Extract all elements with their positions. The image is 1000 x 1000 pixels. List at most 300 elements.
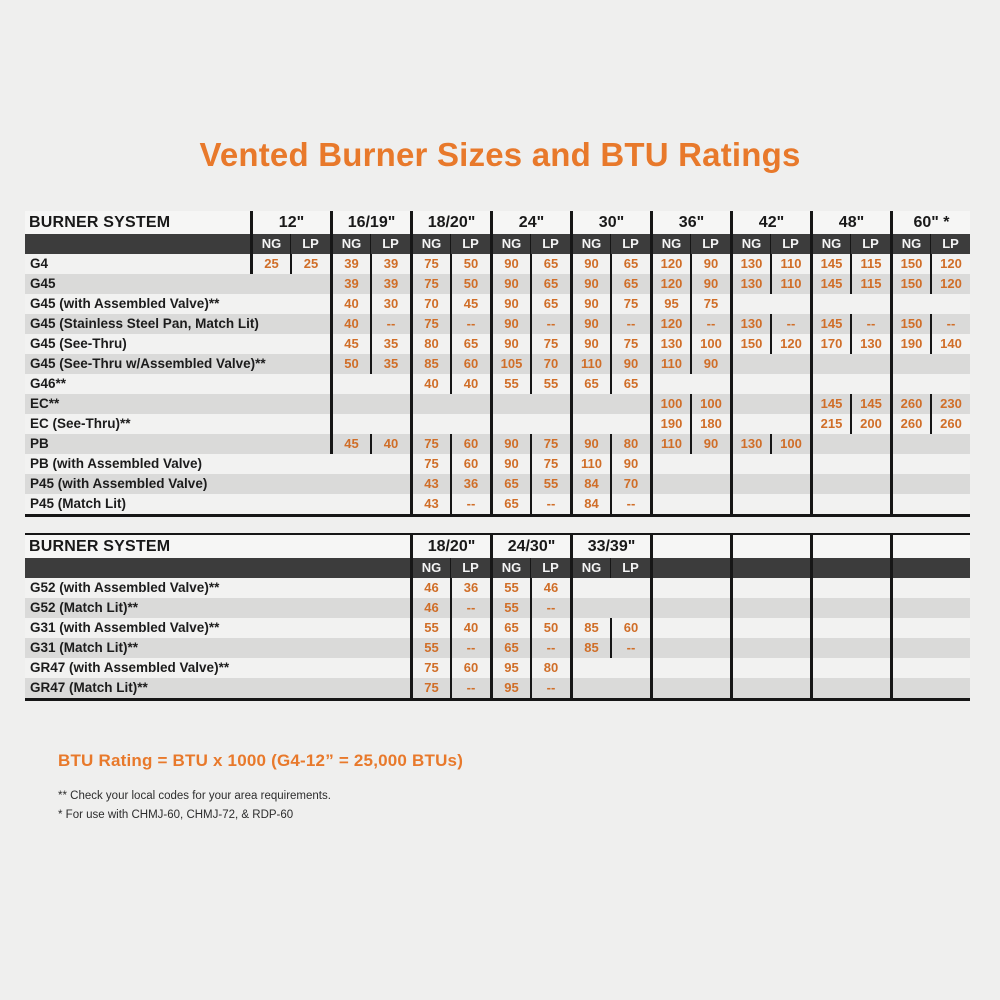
btu-value-cell: -- (850, 314, 890, 334)
btu-value-cell (730, 618, 770, 638)
row-label: EC (See-Thru)** (30, 416, 131, 431)
btu-value-cell (810, 454, 850, 474)
table-row (25, 638, 970, 658)
fuel-band-spacer (25, 558, 410, 578)
btu-value-cell (930, 494, 970, 514)
btu-value-cell (570, 394, 610, 414)
btu-value-cell: 100 (650, 394, 690, 414)
btu-value-cell (690, 578, 730, 598)
btu-value-cell: 39 (330, 254, 370, 274)
btu-value-cell: 60 (450, 434, 490, 454)
btu-value-cell (890, 354, 930, 374)
btu-value-cell (530, 414, 570, 434)
btu-value-cell: 90 (490, 334, 530, 354)
fuel-header-cell: NG (410, 234, 450, 254)
btu-value-cell (930, 578, 970, 598)
btu-value-cell: 40 (450, 374, 490, 394)
btu-value-cell (930, 374, 970, 394)
btu-value-cell: 90 (570, 314, 610, 334)
row-label: G52 (with Assembled Valve)** (30, 580, 220, 595)
btu-value-cell (730, 678, 770, 698)
btu-value-cell: 55 (490, 374, 530, 394)
burner-system-header: BURNER SYSTEM (29, 538, 171, 555)
btu-value-cell: 46 (410, 578, 450, 598)
btu-value-cell: 75 (410, 254, 450, 274)
btu-value-cell: 35 (370, 334, 410, 354)
btu-value-cell: 215 (810, 414, 850, 434)
btu-value-cell (770, 618, 810, 638)
btu-value-cell (690, 678, 730, 698)
btu-value-cell: -- (610, 638, 650, 658)
row-label: P45 (with Assembled Valve) (30, 476, 208, 491)
btu-value-cell: 90 (490, 454, 530, 474)
btu-value-cell (930, 598, 970, 618)
btu-value-cell: 65 (490, 618, 530, 638)
table-row (25, 254, 970, 274)
btu-value-cell: 145 (810, 254, 850, 274)
fuel-header-cell: NG (570, 234, 610, 254)
btu-value-cell: 150 (730, 334, 770, 354)
btu-value-cell: 65 (530, 274, 570, 294)
btu-value-cell (650, 494, 690, 514)
row-label: PB (with Assembled Valve) (30, 456, 203, 471)
page-title: Vented Burner Sizes and BTU Ratings (199, 136, 801, 173)
btu-value-cell (610, 414, 650, 434)
btu-value-cell: 75 (410, 454, 450, 474)
btu-value-cell (250, 414, 290, 434)
table-row (25, 678, 970, 698)
btu-value-cell: 36 (450, 578, 490, 598)
btu-value-cell (250, 314, 290, 334)
btu-value-cell (330, 414, 370, 434)
btu-value-cell: 45 (450, 294, 490, 314)
btu-value-cell (930, 618, 970, 638)
btu-value-cell: 100 (690, 334, 730, 354)
btu-value-cell (570, 414, 610, 434)
fuel-header-cell: LP (450, 558, 490, 578)
btu-value-cell: -- (610, 314, 650, 334)
btu-value-cell: 110 (650, 434, 690, 454)
vented-burner-table-secondary (25, 533, 970, 701)
btu-value-cell: 50 (530, 618, 570, 638)
btu-value-cell (650, 374, 690, 394)
btu-value-cell (290, 274, 330, 294)
table-row (25, 578, 970, 598)
btu-value-cell (850, 474, 890, 494)
btu-value-cell (250, 474, 290, 494)
btu-value-cell (730, 374, 770, 394)
btu-value-cell (650, 598, 690, 618)
btu-value-cell (250, 294, 290, 314)
btu-value-cell: 75 (410, 434, 450, 454)
btu-value-cell: 75 (690, 294, 730, 314)
btu-value-cell: 55 (490, 578, 530, 598)
btu-value-cell (770, 658, 810, 678)
btu-value-cell (530, 394, 570, 414)
btu-value-cell (650, 638, 690, 658)
btu-value-cell (610, 578, 650, 598)
btu-value-cell (930, 638, 970, 658)
fuel-header-cell: LP (530, 558, 570, 578)
btu-value-cell: 40 (450, 618, 490, 638)
size-header-cell: 24/30" (490, 535, 570, 558)
btu-value-cell: 55 (490, 598, 530, 618)
btu-value-cell: 120 (930, 254, 970, 274)
btu-value-cell: 50 (330, 354, 370, 374)
size-header-cell: 12" (250, 211, 330, 234)
size-header-cell: 48" (810, 211, 890, 234)
fuel-band-empty-cell (890, 558, 970, 578)
row-label: GR47 (with Assembled Valve)** (30, 660, 230, 675)
btu-value-cell (810, 658, 850, 678)
btu-value-cell (890, 374, 930, 394)
table-header-row (25, 211, 970, 234)
size-header-cell: 18/20" (410, 535, 490, 558)
btu-value-cell: 145 (810, 394, 850, 414)
btu-value-cell: 60 (450, 454, 490, 474)
row-label: G31 (Match Lit)** (30, 640, 139, 655)
btu-value-cell: 130 (730, 314, 770, 334)
fuel-header-cell: NG (410, 558, 450, 578)
btu-value-cell: 90 (690, 254, 730, 274)
btu-value-cell: 75 (410, 678, 450, 698)
btu-value-cell (610, 658, 650, 678)
btu-value-cell (450, 394, 490, 414)
row-label: G45 (See-Thru) (30, 336, 127, 351)
btu-value-cell: 80 (410, 334, 450, 354)
btu-value-cell: 43 (410, 474, 450, 494)
btu-value-cell: 110 (570, 454, 610, 474)
footnotes (58, 790, 331, 828)
btu-value-cell (930, 658, 970, 678)
btu-value-cell (770, 474, 810, 494)
row-label: G45 (See-Thru w/Assembled Valve)** (30, 356, 266, 371)
btu-value-cell: 90 (690, 274, 730, 294)
btu-value-cell (890, 638, 930, 658)
btu-value-cell: 230 (930, 394, 970, 414)
btu-value-cell (570, 578, 610, 598)
btu-value-cell (330, 474, 370, 494)
btu-value-cell: 70 (610, 474, 650, 494)
btu-rating-formula: BTU Rating = BTU x 1000 (G4-12” = 25,000 BTUs) (58, 751, 464, 770)
btu-value-cell (850, 374, 890, 394)
table-row (25, 294, 970, 314)
btu-value-cell: 40 (330, 314, 370, 334)
table-header-row (25, 535, 970, 558)
btu-value-cell: 45 (330, 434, 370, 454)
fuel-header-cell: NG (730, 234, 770, 254)
btu-value-cell: 90 (490, 274, 530, 294)
footnote-for-use-with: * For use with CHMJ-60, CHMJ-72, & RDP-60 (58, 809, 294, 821)
btu-value-cell (770, 678, 810, 698)
btu-value-cell: 145 (810, 274, 850, 294)
fuel-header-cell: LP (690, 234, 730, 254)
btu-value-cell (730, 638, 770, 658)
btu-value-cell (810, 598, 850, 618)
btu-value-cell (850, 678, 890, 698)
btu-value-cell (890, 454, 930, 474)
btu-value-cell: 180 (690, 414, 730, 434)
btu-value-cell: -- (450, 494, 490, 514)
table-row (25, 374, 970, 394)
btu-value-cell: 75 (530, 334, 570, 354)
btu-value-cell: 85 (570, 638, 610, 658)
btu-value-cell (850, 494, 890, 514)
btu-value-cell: 260 (890, 394, 930, 414)
fuel-header-cell: NG (490, 234, 530, 254)
btu-value-cell (650, 658, 690, 678)
footnote-local-codes: ** Check your local codes for your area requirements. (58, 790, 331, 802)
fuel-header-cell: NG (570, 558, 610, 578)
btu-value-cell: 60 (610, 618, 650, 638)
fuel-header-cell: LP (290, 234, 330, 254)
btu-value-cell (610, 394, 650, 414)
btu-value-cell (930, 434, 970, 454)
btu-value-cell (850, 638, 890, 658)
btu-value-cell (850, 454, 890, 474)
btu-value-cell: 55 (410, 638, 450, 658)
btu-value-cell (330, 394, 370, 414)
btu-value-cell (890, 578, 930, 598)
btu-value-cell: 65 (490, 474, 530, 494)
btu-value-cell (810, 678, 850, 698)
fuel-band-empty-cell (650, 558, 730, 578)
btu-value-cell (810, 434, 850, 454)
btu-value-cell (290, 334, 330, 354)
btu-value-cell (690, 598, 730, 618)
btu-value-cell: 90 (690, 434, 730, 454)
btu-value-cell: 90 (490, 314, 530, 334)
btu-value-cell: 65 (610, 254, 650, 274)
fuel-header-cell: LP (770, 234, 810, 254)
btu-value-cell: 145 (850, 394, 890, 414)
btu-value-cell: 25 (290, 254, 330, 274)
btu-value-cell (890, 658, 930, 678)
btu-value-cell: 130 (850, 334, 890, 354)
btu-value-cell (810, 354, 850, 374)
size-header-cell: 33/39" (570, 535, 650, 558)
btu-value-cell (370, 474, 410, 494)
fuel-header-cell: NG (330, 234, 370, 254)
btu-value-cell: 84 (570, 494, 610, 514)
btu-value-cell: -- (690, 314, 730, 334)
row-label: GR47 (Match Lit)** (30, 680, 148, 695)
btu-value-cell (770, 578, 810, 598)
btu-value-cell: 40 (370, 434, 410, 454)
btu-value-cell (730, 414, 770, 434)
btu-value-cell (730, 454, 770, 474)
row-label: G4 (30, 256, 49, 271)
btu-value-cell (610, 678, 650, 698)
btu-value-cell: 65 (610, 274, 650, 294)
btu-value-cell: -- (530, 638, 570, 658)
btu-value-cell: 75 (410, 314, 450, 334)
btu-value-cell (290, 454, 330, 474)
btu-value-cell: 43 (410, 494, 450, 514)
row-label: G46** (30, 376, 67, 391)
btu-value-cell (570, 658, 610, 678)
btu-value-cell: 40 (330, 294, 370, 314)
btu-value-cell: -- (770, 314, 810, 334)
btu-value-cell: 60 (450, 658, 490, 678)
btu-value-cell: 150 (890, 274, 930, 294)
btu-value-cell: 30 (370, 294, 410, 314)
btu-value-cell (890, 474, 930, 494)
btu-value-cell (810, 474, 850, 494)
btu-value-cell: 120 (770, 334, 810, 354)
btu-value-cell: 35 (370, 354, 410, 374)
btu-value-cell (810, 494, 850, 514)
btu-value-cell: 120 (930, 274, 970, 294)
table-row (25, 414, 970, 434)
btu-value-cell: 65 (490, 494, 530, 514)
btu-value-cell: 36 (450, 474, 490, 494)
btu-value-cell: -- (530, 314, 570, 334)
btu-value-cell: 75 (610, 294, 650, 314)
btu-value-cell: 90 (570, 274, 610, 294)
table-row (25, 454, 970, 474)
btu-value-cell: 80 (530, 658, 570, 678)
table-row (25, 394, 970, 414)
table-row (25, 618, 970, 638)
btu-value-cell (810, 638, 850, 658)
btu-value-cell: 110 (650, 354, 690, 374)
btu-value-cell: 46 (410, 598, 450, 618)
btu-value-cell (730, 578, 770, 598)
btu-value-cell (890, 294, 930, 314)
btu-value-cell: 60 (450, 354, 490, 374)
table-row (25, 494, 970, 514)
fuel-header-cell: NG (490, 558, 530, 578)
btu-value-cell (850, 658, 890, 678)
btu-value-cell: 55 (530, 374, 570, 394)
size-header-cell: 60" * (890, 211, 970, 234)
btu-value-cell (770, 638, 810, 658)
btu-value-cell (690, 374, 730, 394)
fuel-header-cell: LP (610, 234, 650, 254)
table-row (25, 434, 970, 454)
fuel-type-band (25, 234, 970, 254)
btu-value-cell (250, 454, 290, 474)
btu-value-cell (330, 494, 370, 514)
btu-value-cell: 46 (530, 578, 570, 598)
btu-value-cell: 130 (650, 334, 690, 354)
btu-value-cell (370, 454, 410, 474)
btu-value-cell: 190 (890, 334, 930, 354)
btu-value-cell: 120 (650, 274, 690, 294)
btu-value-cell (770, 394, 810, 414)
btu-value-cell: 75 (410, 274, 450, 294)
btu-value-cell (610, 598, 650, 618)
btu-value-cell: 75 (610, 334, 650, 354)
size-header-cell-empty (650, 535, 730, 558)
btu-value-cell: 75 (410, 658, 450, 678)
fuel-header-cell: NG (810, 234, 850, 254)
btu-value-cell (290, 474, 330, 494)
btu-value-cell (770, 454, 810, 474)
btu-value-cell: 40 (410, 374, 450, 394)
btu-value-cell (290, 354, 330, 374)
btu-value-cell (690, 638, 730, 658)
btu-value-cell: 55 (530, 474, 570, 494)
btu-value-cell: 75 (530, 454, 570, 474)
btu-value-cell (850, 618, 890, 638)
table-row (25, 274, 970, 294)
fuel-band-empty-cell (730, 558, 810, 578)
btu-value-cell: 45 (330, 334, 370, 354)
btu-value-cell (850, 598, 890, 618)
btu-value-cell (290, 374, 330, 394)
btu-value-cell (490, 414, 530, 434)
btu-value-cell: -- (530, 598, 570, 618)
btu-value-cell: 65 (570, 374, 610, 394)
fuel-band-empty-cell (810, 558, 890, 578)
btu-value-cell: 260 (890, 414, 930, 434)
btu-value-cell: 70 (410, 294, 450, 314)
btu-value-cell (770, 414, 810, 434)
btu-value-cell (650, 678, 690, 698)
btu-value-cell (250, 334, 290, 354)
btu-value-cell (690, 618, 730, 638)
btu-value-cell (690, 474, 730, 494)
btu-value-cell (810, 294, 850, 314)
btu-value-cell (770, 598, 810, 618)
btu-value-cell: 110 (770, 254, 810, 274)
btu-value-cell (730, 598, 770, 618)
btu-value-cell (570, 678, 610, 698)
btu-value-cell (810, 374, 850, 394)
btu-value-cell: 39 (330, 274, 370, 294)
btu-value-cell (890, 678, 930, 698)
vented-burner-table-primary (25, 211, 970, 517)
btu-value-cell (370, 414, 410, 434)
btu-value-cell (330, 374, 370, 394)
btu-value-cell (730, 474, 770, 494)
fuel-header-cell: LP (450, 234, 490, 254)
btu-value-cell: 260 (930, 414, 970, 434)
btu-value-cell (730, 658, 770, 678)
size-header-cell-empty (730, 535, 810, 558)
btu-value-cell: 50 (450, 254, 490, 274)
btu-value-cell: 90 (490, 434, 530, 454)
btu-value-cell (730, 294, 770, 314)
size-header-cell-empty (890, 535, 970, 558)
btu-value-cell: 150 (890, 314, 930, 334)
btu-value-cell: -- (370, 314, 410, 334)
btu-value-cell: 65 (530, 254, 570, 274)
btu-value-cell: 90 (490, 294, 530, 314)
btu-value-cell: 110 (570, 354, 610, 374)
btu-value-cell: 75 (530, 434, 570, 454)
btu-value-cell: 85 (570, 618, 610, 638)
btu-value-cell (690, 454, 730, 474)
btu-value-cell: 130 (730, 254, 770, 274)
btu-value-cell (250, 374, 290, 394)
btu-value-cell (650, 618, 690, 638)
btu-value-cell: 100 (770, 434, 810, 454)
btu-value-cell: 130 (730, 434, 770, 454)
btu-value-cell (250, 354, 290, 374)
btu-value-cell (930, 294, 970, 314)
btu-value-cell: -- (450, 598, 490, 618)
btu-value-cell (290, 314, 330, 334)
btu-value-cell: 85 (410, 354, 450, 374)
btu-value-cell (850, 434, 890, 454)
btu-value-cell: 39 (370, 254, 410, 274)
btu-value-cell: 50 (450, 274, 490, 294)
btu-value-cell: 150 (890, 254, 930, 274)
btu-value-cell: 39 (370, 274, 410, 294)
